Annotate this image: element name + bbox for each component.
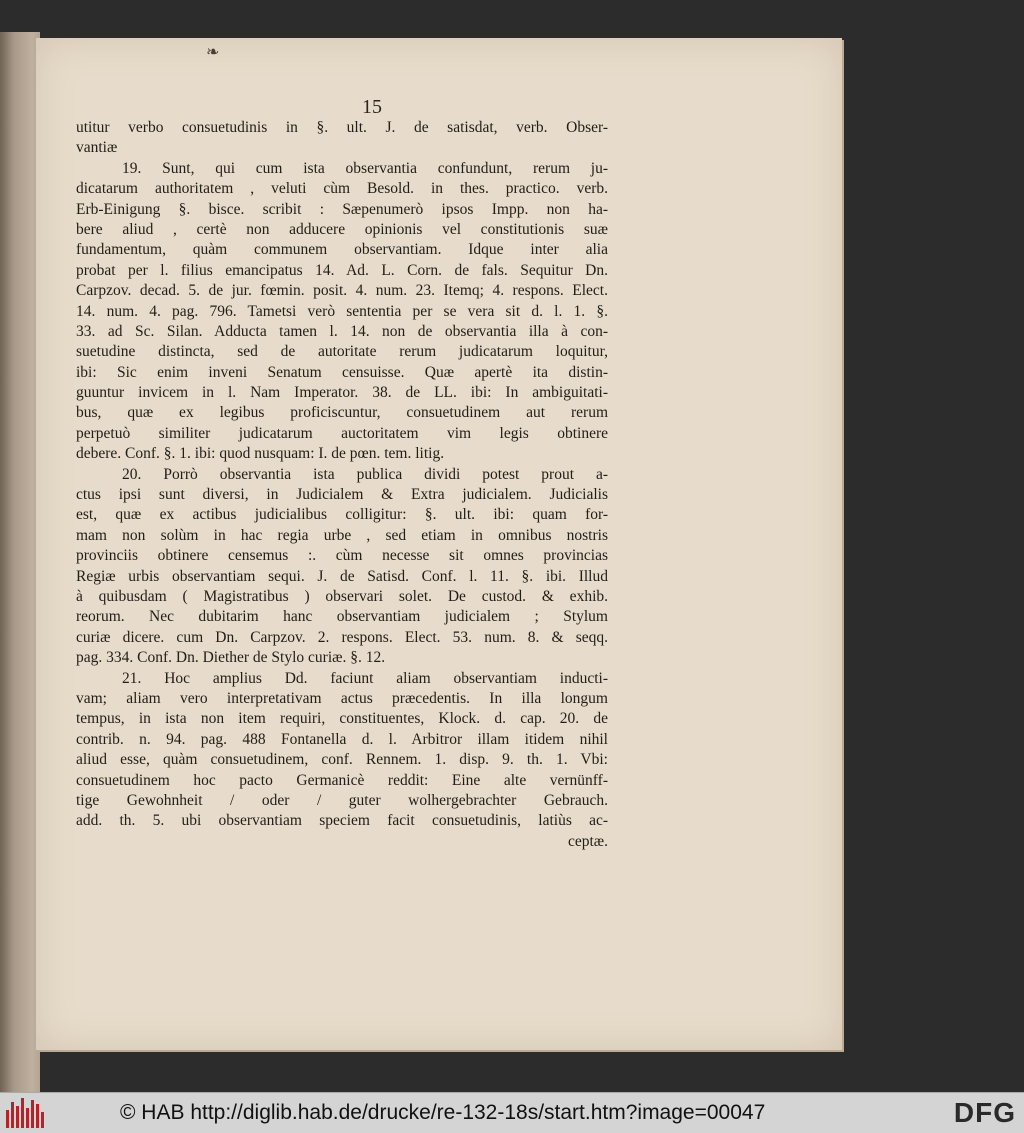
text-line: 21. Hoc amplius Dd. faciunt aliam observantiam inducti- [122, 669, 608, 687]
text-line: probat per l. filius emancipatus 14. Ad. L. Corn. de fals. Sequitur Dn. [76, 261, 608, 279]
book-page [36, 38, 842, 1050]
text-line: 20. Porrò observantia ista publica dividi potest prout a- [122, 465, 608, 483]
text-line: curiæ dicere. cum Dn. Carpzov. 2. respons. Elect. 53. num. 8. & seqq. [76, 628, 608, 646]
hab-logo-icon [6, 1098, 48, 1128]
page-text [76, 118, 608, 852]
text-line: ibi: Sic enim inveni Senatum censuisse. Quæ apertè ita distin- [76, 363, 608, 381]
text-line: 19. Sunt, qui cum ista observantia confundunt, rerum ju- [122, 159, 608, 177]
text-line: bus, quæ ex legibus proficiscuntur, consuetudinem aut rerum [76, 404, 608, 422]
text-line: reorum. Nec dubitarim hanc observantiam judicialem ; Stylum [76, 608, 608, 626]
text-line: contrib. n. 94. pag. 488 Fontanella d. l. Arbitror illam itidem nihil [76, 730, 608, 748]
previous-page-edge [0, 32, 40, 1092]
text-line: fundamentum, quàm communem observantiam. Idque inter alia [76, 241, 608, 259]
text-line: Regiæ urbis observantiam sequi. J. de Satisd. Conf. l. 11. §. ibi. Illud [76, 567, 608, 585]
text-line: Carpzov. decad. 5. de jur. fœmin. posit. 4. num. 23. Itemq; 4. respons. Elect. [76, 282, 608, 300]
text-line: suetudine distincta, sed de autoritate rerum judicatarum loquitur, [76, 343, 608, 361]
text-line: perpetuò similiter judicatarum auctoritatem vim legis obtinere [76, 424, 608, 442]
footer-bar [0, 1092, 1024, 1133]
text-line: debere. Conf. §. 1. ibi: quod nusquam: I. de pœn. tem. litig. [76, 445, 445, 463]
text-line: ctus ipsi sunt diversi, in Judicialem & Extra judicialem. Judicialis [76, 486, 608, 504]
text-line: est, quæ ex actibus judicialibus colligitur: §. ult. ibi: quam for- [76, 506, 608, 524]
text-line: tige Gewohnheit / oder / guter wolhergebrachter Gebrauch. [76, 791, 608, 809]
text-line: consuetudinem hoc pacto Germanicè reddit: Eine alte vernünff- [76, 771, 608, 789]
text-line: guuntur invicem in l. Nam Imperator. 38. de LL. ibi: In ambiguitati- [76, 384, 608, 402]
text-line: ceptæ. [567, 832, 608, 850]
text-line: provinciis obtinere censemus :. cùm necesse sit omnes provincias [76, 547, 608, 565]
ornament-mark: ❧ [206, 44, 220, 61]
text-line: dicatarum authoritatem , veluti cùm Besold. in thes. practico. verb. [76, 180, 608, 198]
text-line: vantiæ [76, 139, 118, 157]
text-line: pag. 334. Conf. Dn. Diether de Stylo curiæ. §. 12. [76, 649, 386, 667]
text-line: aliud esse, quàm consuetudinem, conf. Rennem. 1. disp. 9. th. 1. Vbi: [76, 751, 608, 769]
text-line: tempus, in ista non item requiri, constituentes, Klock. d. cap. 20. de [76, 710, 608, 728]
page-number: 15 [362, 96, 382, 118]
text-line: à quibusdam ( Magistratibus ) observari solet. De custod. & exhib. [76, 587, 608, 605]
text-line: 14. num. 4. pag. 796. Tametsi verò sententia per se vera sit d. l. 1. §. [76, 302, 608, 320]
text-line: Erb-Einigung §. bisce. scribit : Sæpenumerò ipsos Impp. non ha- [76, 200, 608, 218]
copyright-link[interactable]: © HAB http://diglib.hab.de/drucke/re-132-18s/start.htm?image=00047 [120, 1101, 766, 1124]
text-line: 33. ad Sc. Silan. Adducta tamen l. 14. non de observantia illa à con- [76, 322, 608, 340]
text-line: add. th. 5. ubi observantiam speciem facit consuetudinis, latiùs ac- [76, 812, 608, 830]
dfg-logo: DFG [953, 1097, 1016, 1128]
text-line: utitur verbo consuetudinis in §. ult. J. de satisdat, verb. Obser- [76, 119, 608, 136]
text-line: vam; aliam vero interpretativam actus præcedentis. In illa longum [76, 689, 608, 707]
text-line: mam non solùm in hac regia urbe , sed etiam in omnibus nostris [76, 526, 608, 544]
text-line: bere aliud , certè non adducere opinionis vel constitutionis suæ [76, 220, 608, 238]
